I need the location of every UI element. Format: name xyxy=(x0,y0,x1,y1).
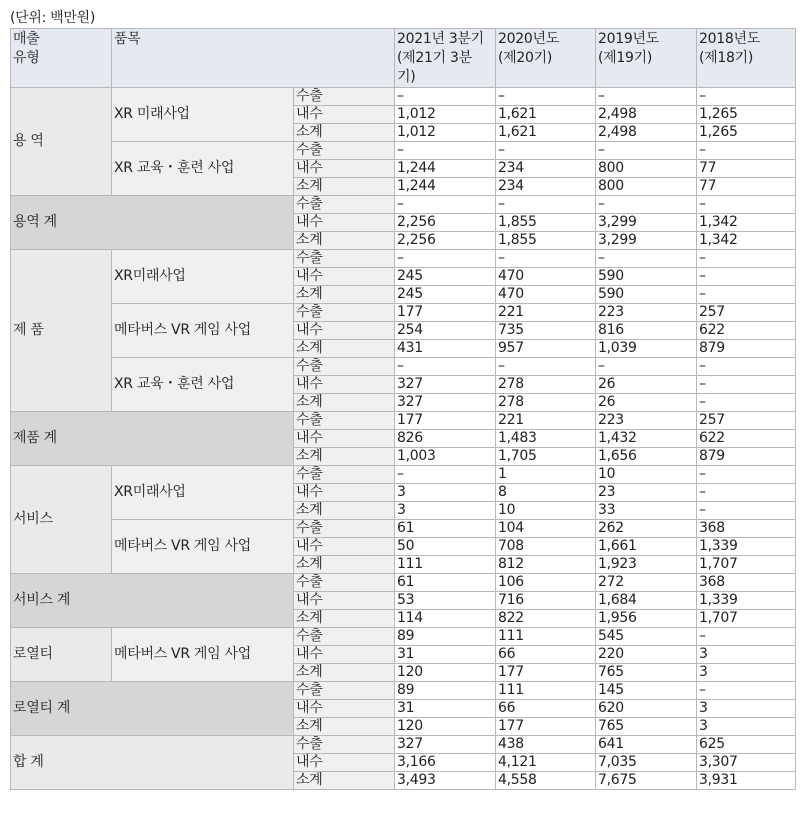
value-cell: 26 xyxy=(596,376,697,394)
header-item xyxy=(112,29,395,88)
value-cell: 8 xyxy=(496,484,596,502)
value-cell: 438 xyxy=(496,736,596,754)
value-cell: 23 xyxy=(596,484,697,502)
value-cell: 7,675 xyxy=(596,772,697,790)
sub-type-cell: 소계 xyxy=(294,178,395,196)
value-cell: 1,432 xyxy=(596,430,697,448)
sub-type-cell: 내수 xyxy=(294,268,395,286)
value-cell: 3 xyxy=(697,664,796,682)
category-cell: 로열티 xyxy=(11,628,112,682)
sub-type-cell: 수출 xyxy=(294,466,395,484)
value-cell: – xyxy=(596,250,697,268)
value-cell: 1,012 xyxy=(395,124,496,142)
value-cell: 2,498 xyxy=(596,106,697,124)
value-cell: 470 xyxy=(496,286,596,304)
value-cell: – xyxy=(596,142,697,160)
header-sales-type-line: 유형 xyxy=(13,50,40,66)
value-cell: 66 xyxy=(496,700,596,718)
total-row xyxy=(11,196,796,214)
sub-type-cell: 수출 xyxy=(294,682,395,700)
value-cell: 1,342 xyxy=(697,214,796,232)
value-cell: – xyxy=(395,358,496,376)
value-cell: 800 xyxy=(596,160,697,178)
value-cell: – xyxy=(496,358,596,376)
value-cell: 31 xyxy=(395,700,496,718)
value-cell: 257 xyxy=(697,412,796,430)
header-item-label: 품목 xyxy=(114,31,141,47)
item-cell: XR미래사업 xyxy=(112,250,294,304)
sub-type-cell: 내수 xyxy=(294,430,395,448)
sub-type-cell: 소계 xyxy=(294,718,395,736)
value-cell: 816 xyxy=(596,322,697,340)
value-cell: 622 xyxy=(697,322,796,340)
sub-type-cell: 수출 xyxy=(294,412,395,430)
subtotal-label-cell: 서비스 계 xyxy=(11,574,294,628)
value-cell: 61 xyxy=(395,520,496,538)
value-cell: 257 xyxy=(697,304,796,322)
header-period xyxy=(496,29,596,88)
header-period-line: (제19기) xyxy=(598,50,653,66)
value-cell: 368 xyxy=(697,520,796,538)
value-cell: 3 xyxy=(697,700,796,718)
table-row xyxy=(11,142,796,160)
header-sales-type xyxy=(11,29,112,88)
header-period-line: 2018년도 xyxy=(699,31,760,47)
value-cell: 765 xyxy=(596,718,697,736)
value-cell: 3 xyxy=(395,484,496,502)
value-cell: 620 xyxy=(596,700,697,718)
value-cell: 104 xyxy=(496,520,596,538)
value-cell: 106 xyxy=(496,574,596,592)
value-cell: 1,039 xyxy=(596,340,697,358)
value-cell: – xyxy=(697,268,796,286)
sub-type-cell: 수출 xyxy=(294,88,395,106)
value-cell: 1,621 xyxy=(496,124,596,142)
sub-type-cell: 수출 xyxy=(294,574,395,592)
category-cell: 서비스 xyxy=(11,466,112,574)
value-cell: 622 xyxy=(697,430,796,448)
sub-type-cell: 소계 xyxy=(294,286,395,304)
value-cell: – xyxy=(697,250,796,268)
value-cell: 120 xyxy=(395,718,496,736)
header-period xyxy=(395,29,496,88)
grand-total-row xyxy=(11,736,796,754)
sub-type-cell: 수출 xyxy=(294,736,395,754)
value-cell: 1,956 xyxy=(596,610,697,628)
table-row xyxy=(11,520,796,538)
value-cell: 545 xyxy=(596,628,697,646)
value-cell: 53 xyxy=(395,592,496,610)
value-cell: 114 xyxy=(395,610,496,628)
sub-type-cell: 수출 xyxy=(294,628,395,646)
value-cell: 89 xyxy=(395,682,496,700)
value-cell: 822 xyxy=(496,610,596,628)
sub-type-cell: 내수 xyxy=(294,754,395,772)
item-cell: XR 교육・훈련 사업 xyxy=(112,358,294,412)
subtotal-label-cell: 로열티 계 xyxy=(11,682,294,736)
value-cell: 708 xyxy=(496,538,596,556)
value-cell: 221 xyxy=(496,412,596,430)
value-cell: 716 xyxy=(496,592,596,610)
value-cell: 2,256 xyxy=(395,232,496,250)
value-cell: 145 xyxy=(596,682,697,700)
value-cell: 50 xyxy=(395,538,496,556)
value-cell: 7,035 xyxy=(596,754,697,772)
value-cell: 272 xyxy=(596,574,697,592)
value-cell: 431 xyxy=(395,340,496,358)
value-cell: – xyxy=(697,376,796,394)
value-cell: 1,705 xyxy=(496,448,596,466)
value-cell: 3,166 xyxy=(395,754,496,772)
value-cell: 10 xyxy=(596,466,697,484)
value-cell: 77 xyxy=(697,160,796,178)
sub-type-cell: 내수 xyxy=(294,592,395,610)
value-cell: 765 xyxy=(596,664,697,682)
value-cell: – xyxy=(697,394,796,412)
value-cell: 327 xyxy=(395,394,496,412)
sub-type-cell: 소계 xyxy=(294,232,395,250)
value-cell: 800 xyxy=(596,178,697,196)
value-cell: 1,244 xyxy=(395,178,496,196)
value-cell: 1 xyxy=(496,466,596,484)
value-cell: – xyxy=(496,196,596,214)
header-sales-type-line: 매출 xyxy=(13,31,40,47)
header-period-line: (제20기) xyxy=(498,50,553,66)
value-cell: 1,707 xyxy=(697,556,796,574)
item-cell: 메타버스 VR 게임 사업 xyxy=(112,520,294,574)
value-cell: 234 xyxy=(496,178,596,196)
value-cell: – xyxy=(395,250,496,268)
value-cell: 26 xyxy=(596,394,697,412)
header-period xyxy=(697,29,796,88)
value-cell: 879 xyxy=(697,448,796,466)
sub-type-cell: 수출 xyxy=(294,142,395,160)
value-cell: 66 xyxy=(496,646,596,664)
header-period xyxy=(596,29,697,88)
total-row xyxy=(11,412,796,430)
value-cell: – xyxy=(697,196,796,214)
header-period-line: (제18기) xyxy=(699,50,754,66)
value-cell: 221 xyxy=(496,304,596,322)
sales-table xyxy=(10,28,796,790)
value-cell: 245 xyxy=(395,268,496,286)
table-row xyxy=(11,358,796,376)
value-cell: 625 xyxy=(697,736,796,754)
sub-type-cell: 소계 xyxy=(294,394,395,412)
value-cell: – xyxy=(496,142,596,160)
value-cell: – xyxy=(496,250,596,268)
sub-type-cell: 수출 xyxy=(294,520,395,538)
value-cell: 120 xyxy=(395,664,496,682)
item-cell: 메타버스 VR 게임 사업 xyxy=(112,628,294,682)
value-cell: – xyxy=(697,628,796,646)
value-cell: 1,855 xyxy=(496,214,596,232)
category-cell: 용 역 xyxy=(11,88,112,196)
value-cell: – xyxy=(697,682,796,700)
sub-type-cell: 내수 xyxy=(294,160,395,178)
value-cell: 1,923 xyxy=(596,556,697,574)
sub-type-cell: 수출 xyxy=(294,304,395,322)
value-cell: 812 xyxy=(496,556,596,574)
sub-type-cell: 소계 xyxy=(294,340,395,358)
total-row xyxy=(11,682,796,700)
total-row xyxy=(11,574,796,592)
item-cell: XR 교육・훈련 사업 xyxy=(112,142,294,196)
sub-type-cell: 내수 xyxy=(294,214,395,232)
value-cell: 327 xyxy=(395,376,496,394)
category-cell: 제 품 xyxy=(11,250,112,412)
value-cell: – xyxy=(395,88,496,106)
value-cell: 278 xyxy=(496,394,596,412)
value-cell: 3 xyxy=(395,502,496,520)
header-period-line: 기) xyxy=(397,69,416,85)
sub-type-cell: 수출 xyxy=(294,196,395,214)
value-cell: 278 xyxy=(496,376,596,394)
value-cell: 1,244 xyxy=(395,160,496,178)
value-cell: – xyxy=(697,286,796,304)
sub-type-cell: 수출 xyxy=(294,358,395,376)
value-cell: – xyxy=(697,358,796,376)
table-row xyxy=(11,88,796,106)
value-cell: 641 xyxy=(596,736,697,754)
value-cell: – xyxy=(596,358,697,376)
grand-total-label-cell: 합 계 xyxy=(11,736,294,790)
value-cell: 590 xyxy=(596,268,697,286)
value-cell: 262 xyxy=(596,520,697,538)
unit-label: (단위: 백만원) xyxy=(10,10,96,26)
value-cell: 223 xyxy=(596,304,697,322)
value-cell: 1,339 xyxy=(697,538,796,556)
sub-type-cell: 내수 xyxy=(294,376,395,394)
value-cell: – xyxy=(596,196,697,214)
value-cell: 61 xyxy=(395,574,496,592)
value-cell: 4,121 xyxy=(496,754,596,772)
value-cell: 3,299 xyxy=(596,214,697,232)
header-period-line: 2019년도 xyxy=(598,31,659,47)
table-row xyxy=(11,304,796,322)
value-cell: 1,339 xyxy=(697,592,796,610)
value-cell: – xyxy=(395,466,496,484)
value-cell: 735 xyxy=(496,322,596,340)
sub-type-cell: 소계 xyxy=(294,610,395,628)
value-cell: – xyxy=(596,88,697,106)
header-row xyxy=(11,29,796,88)
value-cell: 177 xyxy=(496,664,596,682)
value-cell: 1,684 xyxy=(596,592,697,610)
table-row xyxy=(11,250,796,268)
value-cell: 368 xyxy=(697,574,796,592)
value-cell: 4,558 xyxy=(496,772,596,790)
value-cell: 177 xyxy=(395,412,496,430)
value-cell: 1,656 xyxy=(596,448,697,466)
value-cell: 1,483 xyxy=(496,430,596,448)
value-cell: 327 xyxy=(395,736,496,754)
value-cell: 111 xyxy=(496,628,596,646)
value-cell: 2,256 xyxy=(395,214,496,232)
value-cell: 3 xyxy=(697,646,796,664)
item-cell: XR미래사업 xyxy=(112,466,294,520)
value-cell: – xyxy=(395,142,496,160)
value-cell: 1,003 xyxy=(395,448,496,466)
table-row xyxy=(11,466,796,484)
value-cell: 1,661 xyxy=(596,538,697,556)
table-row xyxy=(11,628,796,646)
value-cell: 3,307 xyxy=(697,754,796,772)
value-cell: 10 xyxy=(496,502,596,520)
value-cell: 111 xyxy=(496,682,596,700)
subtotal-label-cell: 용역 계 xyxy=(11,196,294,250)
value-cell: 177 xyxy=(395,304,496,322)
sub-type-cell: 소계 xyxy=(294,772,395,790)
value-cell: 223 xyxy=(596,412,697,430)
value-cell: 1,342 xyxy=(697,232,796,250)
value-cell: 245 xyxy=(395,286,496,304)
value-cell: 1,265 xyxy=(697,124,796,142)
value-cell: – xyxy=(395,196,496,214)
header-period-line: 2021년 3분기 xyxy=(397,31,484,47)
sub-type-cell: 내수 xyxy=(294,646,395,664)
value-cell: – xyxy=(697,466,796,484)
sub-type-cell: 내수 xyxy=(294,106,395,124)
value-cell: 957 xyxy=(496,340,596,358)
sub-type-cell: 소계 xyxy=(294,556,395,574)
item-cell: 메타버스 VR 게임 사업 xyxy=(112,304,294,358)
value-cell: 1,707 xyxy=(697,610,796,628)
value-cell: 220 xyxy=(596,646,697,664)
value-cell: – xyxy=(697,502,796,520)
value-cell: 1,621 xyxy=(496,106,596,124)
value-cell: 3,931 xyxy=(697,772,796,790)
value-cell: 470 xyxy=(496,268,596,286)
value-cell: – xyxy=(697,88,796,106)
header-period-line: 2020년도 xyxy=(498,31,559,47)
value-cell: 1,012 xyxy=(395,106,496,124)
value-cell: 3,493 xyxy=(395,772,496,790)
value-cell: 2,498 xyxy=(596,124,697,142)
sub-type-cell: 수출 xyxy=(294,250,395,268)
value-cell: – xyxy=(697,484,796,502)
sub-type-cell: 내수 xyxy=(294,538,395,556)
value-cell: – xyxy=(496,88,596,106)
value-cell: 879 xyxy=(697,340,796,358)
value-cell: 826 xyxy=(395,430,496,448)
sub-type-cell: 소계 xyxy=(294,502,395,520)
value-cell: – xyxy=(697,142,796,160)
sub-type-cell: 내수 xyxy=(294,484,395,502)
value-cell: 590 xyxy=(596,286,697,304)
value-cell: 33 xyxy=(596,502,697,520)
item-cell: XR 미래사업 xyxy=(112,88,294,142)
sub-type-cell: 소계 xyxy=(294,124,395,142)
value-cell: 1,855 xyxy=(496,232,596,250)
value-cell: 3 xyxy=(697,718,796,736)
value-cell: 89 xyxy=(395,628,496,646)
value-cell: 111 xyxy=(395,556,496,574)
value-cell: 31 xyxy=(395,646,496,664)
sub-type-cell: 소계 xyxy=(294,448,395,466)
header-period-line: (제21기 3분 xyxy=(397,50,472,66)
value-cell: 1,265 xyxy=(697,106,796,124)
value-cell: 234 xyxy=(496,160,596,178)
value-cell: 177 xyxy=(496,718,596,736)
sub-type-cell: 내수 xyxy=(294,322,395,340)
sub-type-cell: 내수 xyxy=(294,700,395,718)
sub-type-cell: 소계 xyxy=(294,664,395,682)
value-cell: 77 xyxy=(697,178,796,196)
subtotal-label-cell: 제품 계 xyxy=(11,412,294,466)
value-cell: 3,299 xyxy=(596,232,697,250)
value-cell: 254 xyxy=(395,322,496,340)
